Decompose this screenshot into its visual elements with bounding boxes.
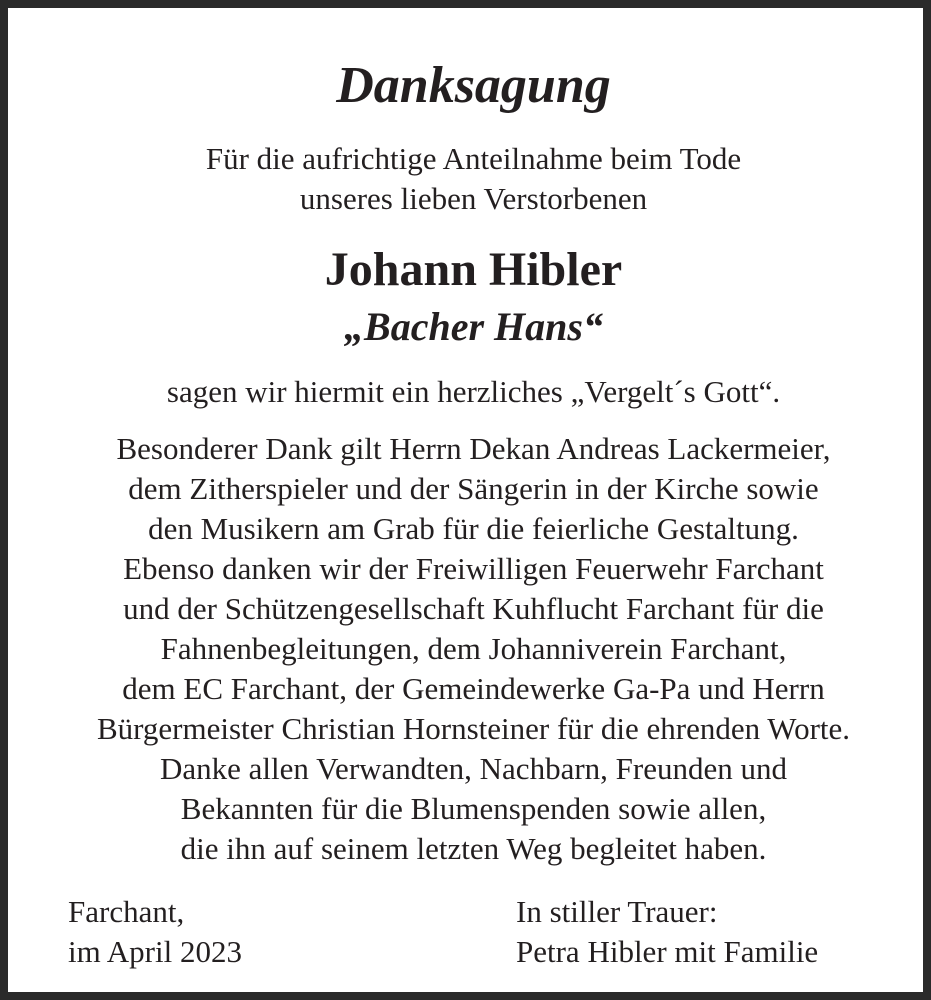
place-text: Farchant, — [68, 894, 185, 929]
body-line: dem EC Farchant, der Gemeindewerke Ga-Pa und Herrn — [122, 671, 825, 706]
intro-line-1: Für die aufrichtige Anteilnahme beim Tode — [205, 141, 742, 176]
body-line: Danke allen Verwandten, Nachbarn, Freunden und — [160, 751, 787, 786]
body-line: Besonderer Dank gilt Herrn Dekan Andreas Lackermeier, — [116, 431, 831, 466]
mourners-heading: In stiller Trauer: — [516, 894, 718, 929]
mourners-names: Petra Hibler mit Familie — [516, 934, 819, 969]
body-line: Ebenso danken wir der Freiwilligen Feuerwehr Farchant — [123, 551, 824, 586]
body-line: den Musikern am Grab für die feierliche Gestaltung. — [148, 511, 799, 546]
body-line: und der Schützengesellschaft Kuhflucht Farchant für die — [123, 591, 824, 626]
deceased-nickname: „Bacher Hans“ — [344, 304, 603, 349]
thanks-line: sagen wir hiermit ein herzliches „Vergelt´s Gott“. — [166, 374, 781, 409]
date-text: im April 2023 — [68, 934, 242, 969]
deceased-name: Johann Hibler — [324, 243, 623, 296]
body-line: die ihn auf seinem letzten Weg begleitet haben. — [180, 831, 767, 866]
body-line: Bürgermeister Christian Hornsteiner für die ehrenden Worte. — [96, 711, 851, 746]
body-line: Bekannten für die Blumenspenden sowie allen, — [180, 791, 767, 826]
notice-title: Danksagung — [336, 57, 611, 114]
body-line: Fahnenbegleitungen, dem Johanniverein Farchant, — [160, 631, 787, 666]
body-line: dem Zitherspieler und der Sängerin in der Kirche sowie — [128, 471, 819, 506]
intro-line-2: unseres lieben Verstorbenen — [299, 181, 648, 216]
